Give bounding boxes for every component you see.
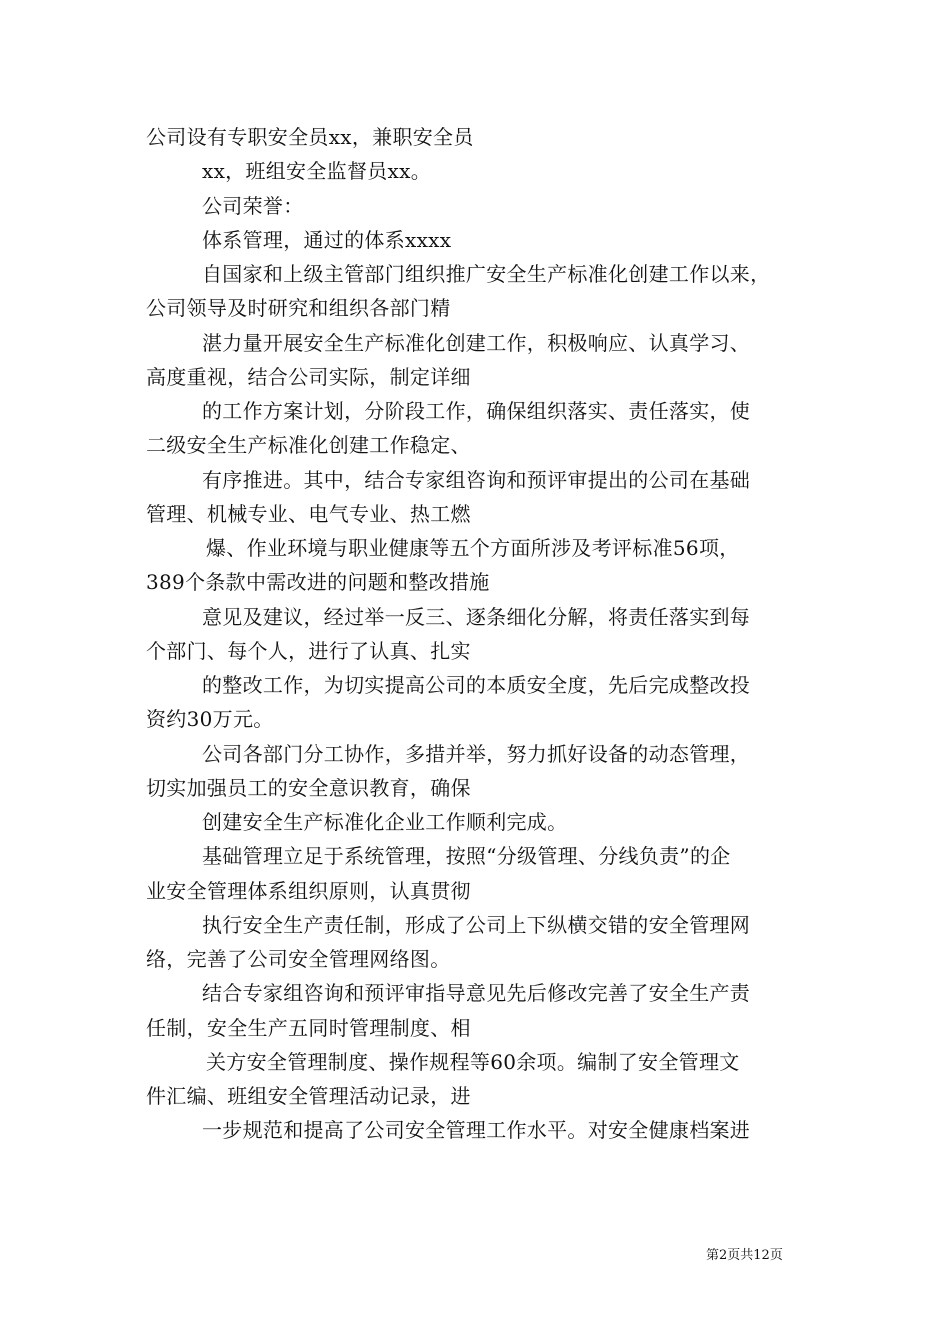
text-line: 任制，安全生产五同时管理制度、相 <box>146 1015 471 1040</box>
text-line: 创建安全生产标准化企业工作顺利完成。 <box>202 810 568 834</box>
text-line: 自国家和上级主管部门组织推广安全生产标准化创建工作以来， <box>202 262 771 286</box>
text-line: 二级安全生产标准化创建工作稳定、 <box>146 433 471 458</box>
text-line: 管理、机械专业、电气专业、热工燃 <box>146 501 471 526</box>
text-line: 业安全管理体系组织原则，认真贯彻 <box>146 878 471 903</box>
text-line: 资约30万元。 <box>146 707 274 732</box>
text-line: 意见及建议，经过举一反三、逐条细化分解，将责任落实到每 <box>202 604 751 629</box>
text-line: 高度重视，结合公司实际，制定详细 <box>146 364 471 389</box>
text-line: xx，班组安全监督员xx。 <box>202 159 432 184</box>
text-line: 389个条款中需改进的问题和整改措施 <box>146 570 490 595</box>
text-line: 公司荣誉： <box>202 193 304 218</box>
text-line: 爆、作业环境与职业健康等五个方面所涉及考评标准56项， <box>206 536 740 560</box>
text-line: 的工作方案计划，分阶段工作，确保组织落实、责任落实，使 <box>202 399 751 423</box>
text-line: 公司设有专职安全员xx，兼职安全员 <box>146 125 474 149</box>
text-line: 的整改工作，为切实提高公司的本质安全度，先后完成整改投 <box>202 673 751 697</box>
text-line: 件汇编、班组安全管理活动记录，进 <box>146 1084 471 1108</box>
text-line: 公司领导及时研究和组织各部门精 <box>146 296 451 321</box>
text-line: 基础管理立足于系统管理，按照“分级管理、分线负责”的企 <box>202 844 731 869</box>
text-line: 公司各部门分工协作，多措并举，努力抓好设备的动态管理， <box>202 741 751 766</box>
text-line: 络，完善了公司安全管理网络图。 <box>146 947 451 971</box>
text-line: 有序推进。其中，结合专家组咨询和预评审提出的公司在基础 <box>202 467 751 492</box>
document-body <box>146 120 826 1148</box>
text-line: 湛力量开展安全生产标准化创建工作，积极响应、认真学习、 <box>202 330 751 355</box>
text-line: 切实加强员工的安全意识教育，确保 <box>146 775 471 800</box>
text-line: 执行安全生产责任制，形成了公司上下纵横交错的安全管理网 <box>202 912 751 937</box>
text-line: 结合专家组咨询和预评审指导意见先后修改完善了安全生产责 <box>202 981 751 1006</box>
text-line: 一步规范和提高了公司安全管理工作水平。对安全健康档案进 <box>202 1118 751 1143</box>
text-line: 关方安全管理制度、操作规程等60余项。编制了安全管理文 <box>206 1049 740 1074</box>
text-line: 体系管理，通过的体系xxxx <box>202 227 452 252</box>
text-line: 个部门、每个人，进行了认真、扎实 <box>146 638 471 663</box>
page-number: 第2页共12页 <box>706 1248 783 1263</box>
